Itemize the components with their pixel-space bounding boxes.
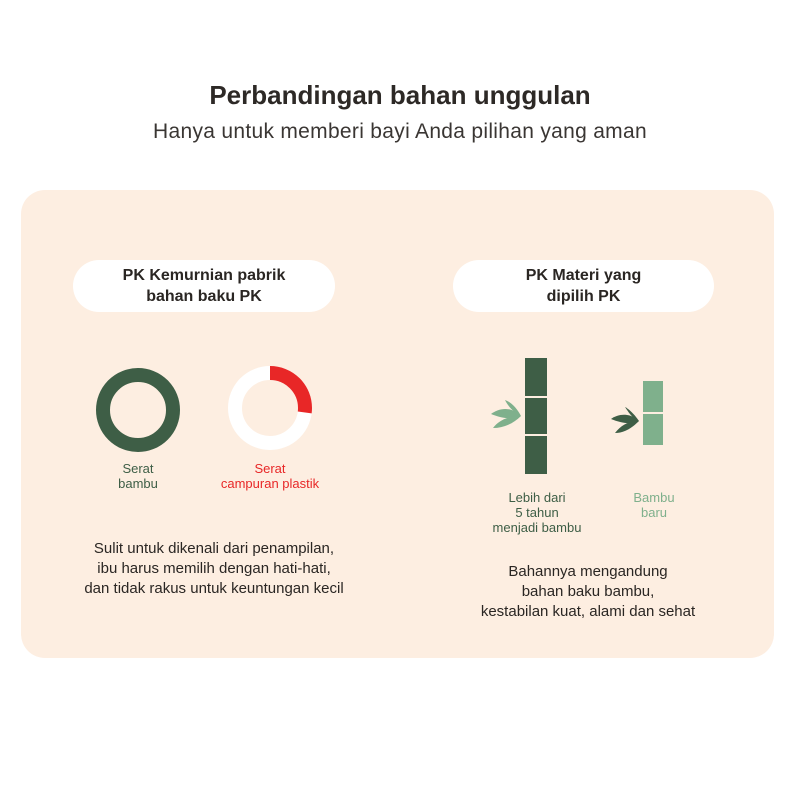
material-note [431, 562, 745, 622]
purity-note-line1: Sulit untuk dikenali dari penampilan, [93, 540, 335, 557]
young-bamboo-label-line2: baru [640, 505, 668, 520]
bamboo-fiber-label-line1: Serat [122, 461, 154, 476]
purity-pill-line1: PK Kemurnian pabrik [122, 267, 286, 284]
purity-note-line2: ibu harus memilih dengan hati-hati, [97, 560, 331, 577]
material-pill-line2: dipilih PK [546, 288, 621, 305]
material-pill-line1: PK Materi yang [525, 267, 642, 284]
bamboo-fiber-label-line2: bambu [118, 476, 158, 491]
mature-bamboo-label-line2: 5 tahun [515, 505, 559, 520]
mature-bamboo-icon [485, 358, 551, 476]
purity-pill [73, 260, 335, 312]
mature-bamboo-label-line1: Lebih dari [508, 490, 566, 505]
material-note-line2: bahan baku bambu, [521, 583, 655, 600]
comparison-panel [21, 190, 774, 658]
page-subtitle: Hanya untuk memberi bayi Anda pilihan yang aman [153, 120, 647, 143]
purity-note-line3: dan tidak rakus untuk keuntungan kecil [84, 580, 344, 597]
mixed-plastic-label-line1: Serat [254, 461, 286, 476]
mixed-plastic-label [197, 461, 343, 491]
young-bamboo-icon [607, 381, 667, 447]
purity-note [47, 539, 381, 599]
mature-bamboo-label [470, 490, 604, 535]
mixed-plastic-label-line2: campuran plastik [220, 476, 320, 491]
mature-bamboo-label-line3: menjadi bambu [492, 520, 582, 535]
bamboo-fiber-ring-icon [95, 367, 181, 453]
bamboo-fiber-ring [103, 375, 173, 445]
mature-bamboo-leaves [491, 400, 521, 428]
material-note-line1: Bahannya mengandung [508, 563, 668, 580]
page-title: Perbandingan bahan unggulan [209, 80, 591, 110]
young-bamboo-label [601, 490, 707, 520]
mixed-plastic-ring-icon [227, 365, 313, 451]
young-bamboo-leaves [611, 407, 639, 433]
bamboo-fiber-label [83, 461, 193, 491]
material-pill [453, 260, 714, 312]
young-bamboo-label-line1: Bambu [633, 490, 675, 505]
purity-pill-line2: bahan baku PK [146, 288, 262, 305]
material-note-line3: kestabilan kuat, alami dan sehat [480, 603, 696, 620]
